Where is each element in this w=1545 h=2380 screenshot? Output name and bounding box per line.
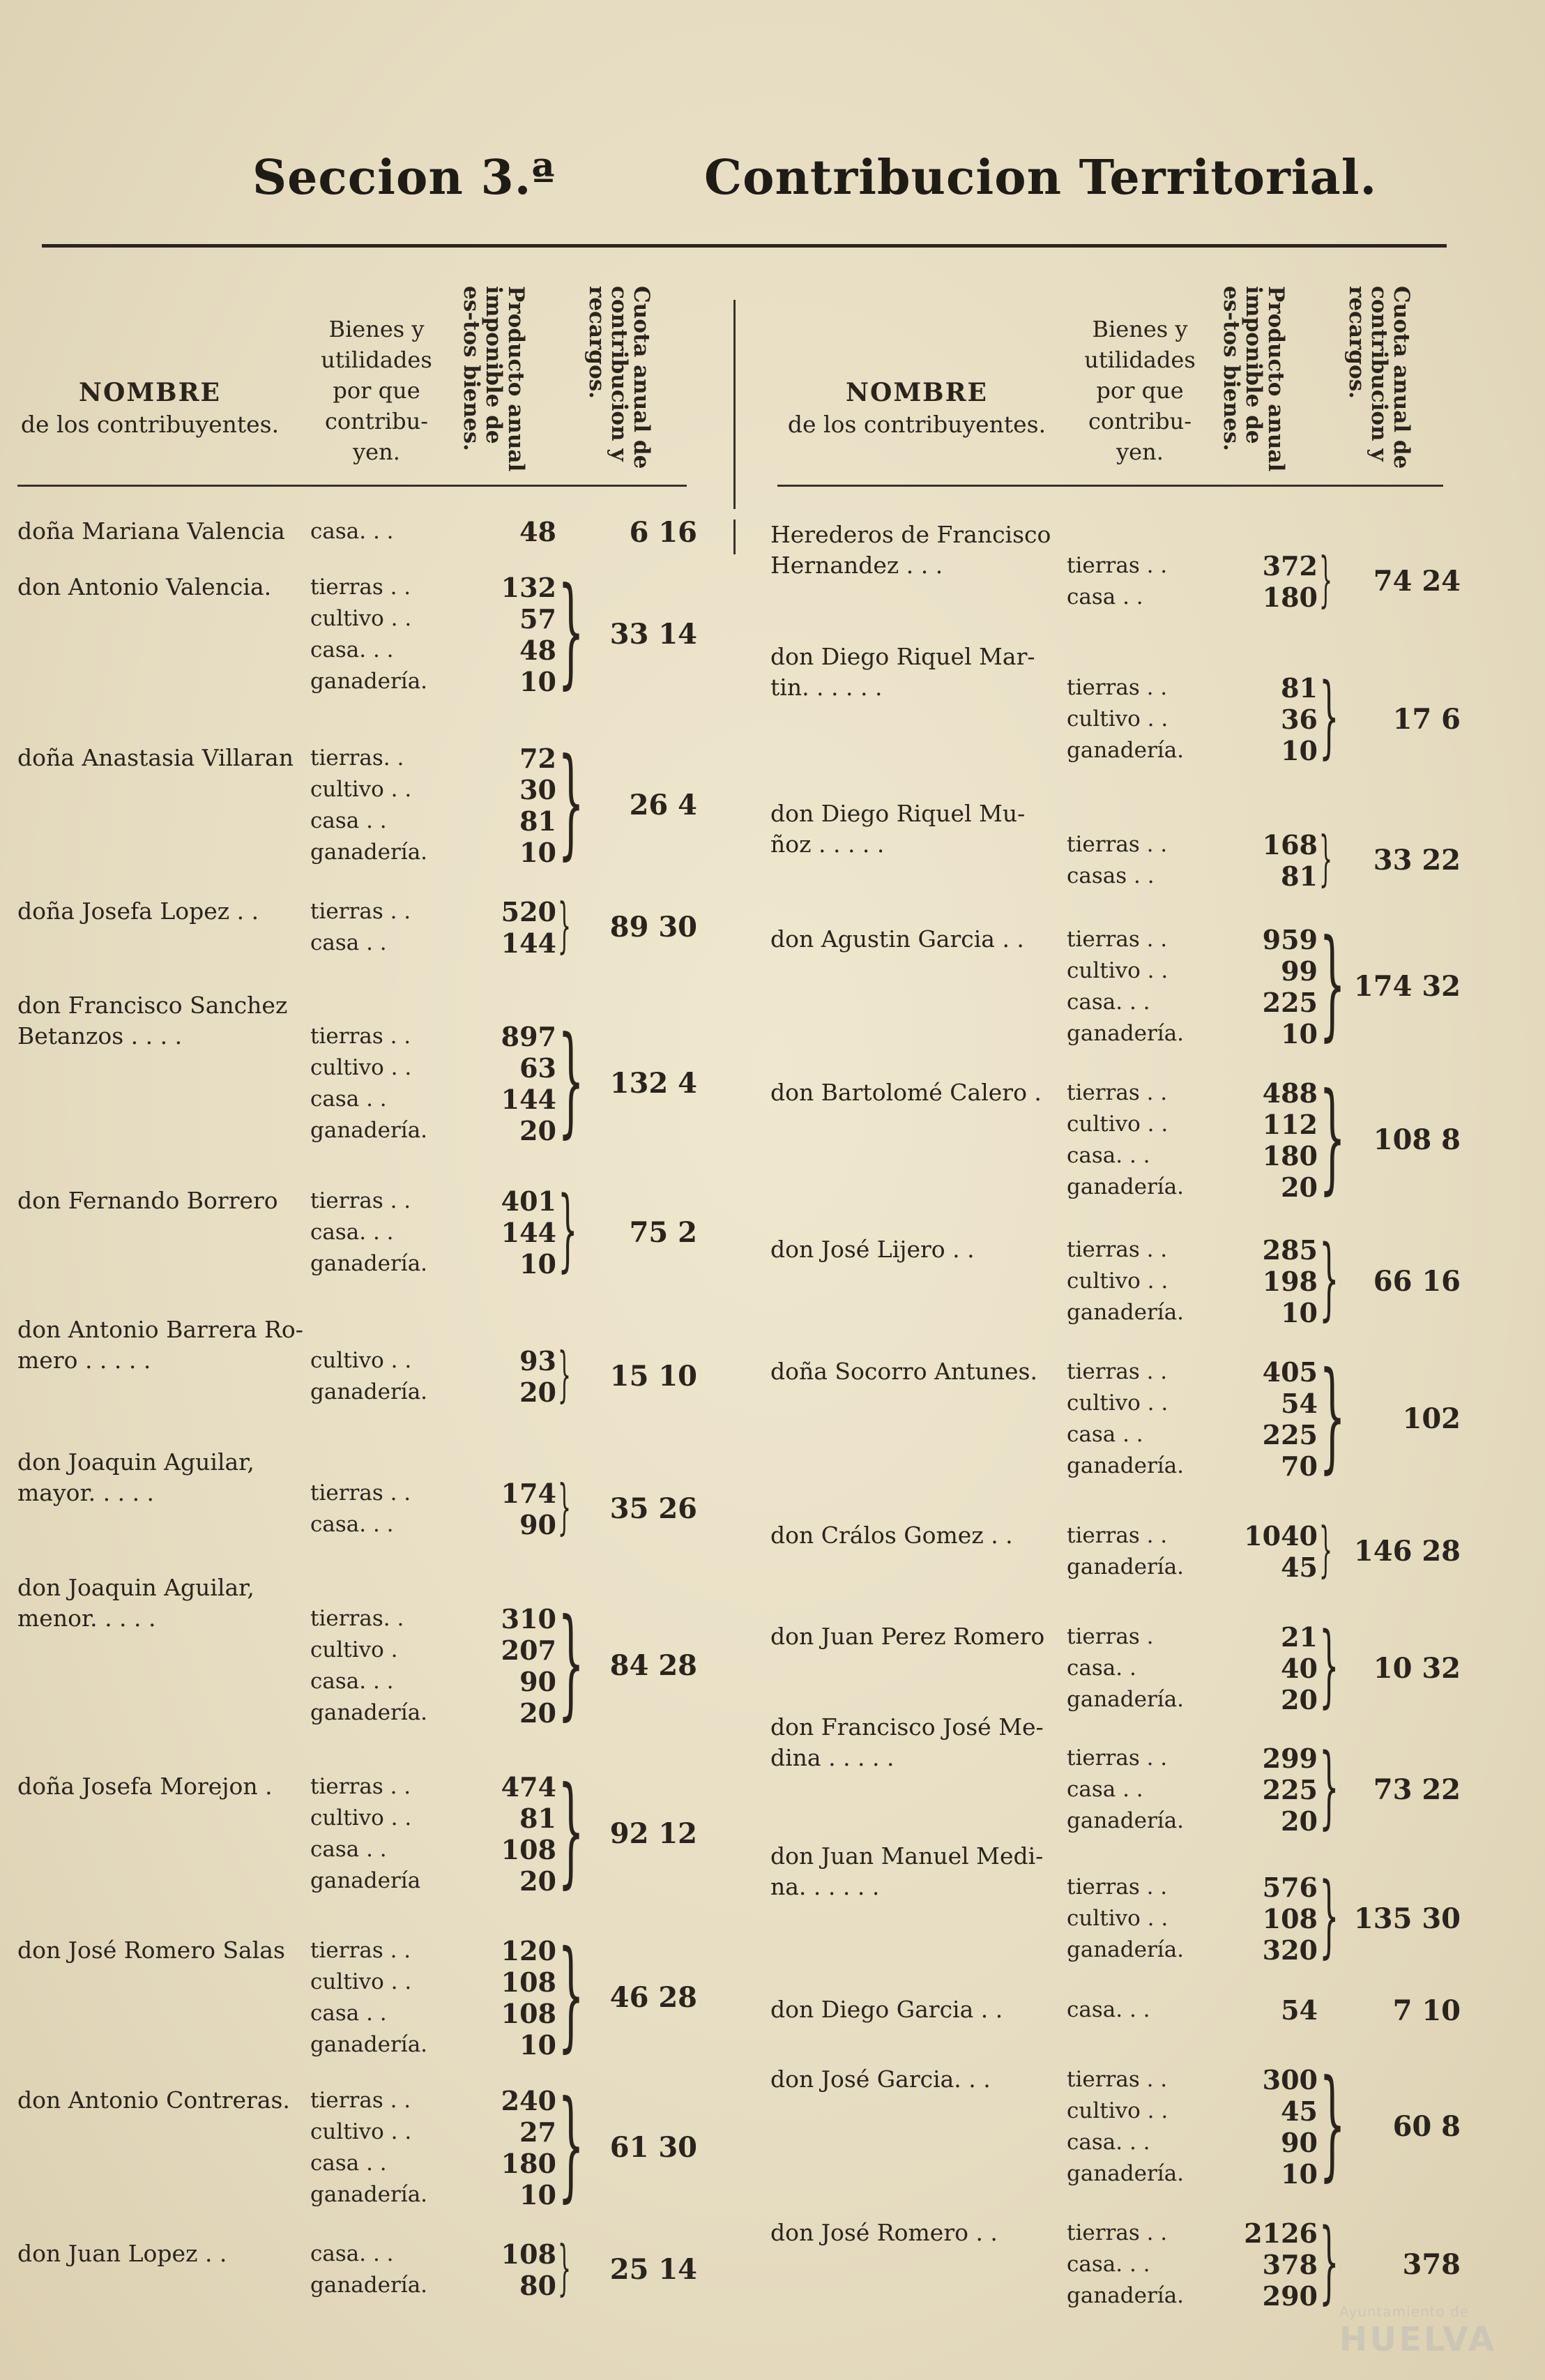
quota-value: 33 14 — [609, 618, 697, 651]
contributor-name: don Francisco José Me- dina . . . . . — [770, 1713, 1044, 1771]
goods-list: tierras . . casa . . — [1067, 553, 1168, 609]
contributor-name: don Joaquin Aguilar, mayor. . . . . — [17, 1448, 254, 1506]
left-header-name: NOMBRE de los contribuyentes. — [20, 378, 280, 438]
grouping-brace: } — [1319, 914, 1346, 1053]
right-header-goods: Bienes y utilidades por que contribu-yen. — [1084, 316, 1196, 465]
product-values: 405 54 225 70 — [1262, 1356, 1318, 1482]
grouping-brace: } — [1319, 2210, 1339, 2314]
center-divider-lower — [733, 520, 736, 554]
goods-list: tierras . . cultivo . . casa . . ganadería. — [310, 1938, 428, 2057]
contributor-name: don Antonio Barrera Ro- mero . . . . . — [17, 1316, 303, 1374]
left-header-rule — [17, 485, 687, 487]
contributor-name: don Juan Manuel Medi- na. . . . . . — [770, 1842, 1044, 1900]
grouping-brace: } — [558, 1011, 585, 1150]
quota-value: 132 4 — [609, 1067, 697, 1100]
quota-value: 17 6 — [1392, 702, 1461, 736]
quota-value: 26 4 — [629, 789, 697, 821]
contributor-name: doña Anastasia Villaran — [17, 744, 294, 771]
quota-value: 46 28 — [609, 1981, 697, 2014]
grouping-brace: } — [558, 891, 572, 960]
contributor-name: don Antonio Contreras. — [17, 2086, 290, 2114]
product-values: 240 27 180 10 — [501, 2085, 556, 2211]
goods-list: tierras . . cultivo . . casa . . ganadería. — [310, 2088, 428, 2207]
contributor-name: don José Romero Salas — [17, 1936, 285, 1964]
grouping-brace: } — [1319, 1515, 1333, 1584]
product-values: 401 144 10 — [501, 1185, 556, 1280]
goods-list: tierras . . cultivo . . ganadería. — [1067, 1874, 1185, 1962]
grouping-brace: } — [1319, 665, 1339, 768]
goods-list: tierras . . casa . . — [310, 899, 411, 955]
quota-value: 10 32 — [1373, 1651, 1461, 1685]
product-values: 959 99 225 10 — [1262, 924, 1318, 1049]
quota-value: 102 — [1402, 1402, 1461, 1435]
product-values: 72 30 81 10 — [519, 743, 556, 868]
grouping-brace: } — [1319, 1864, 1339, 1968]
product-values: 300 45 90 10 — [1262, 2064, 1318, 2190]
right-header-quota: Cuota anual de contribucion y recargos. — [1344, 286, 1414, 469]
product-values: 132 57 48 10 — [501, 572, 556, 697]
product-values: 81 36 10 — [1281, 672, 1318, 766]
product-values: 48 — [519, 516, 556, 547]
grouping-brace: } — [558, 2075, 585, 2214]
quota-value: 92 12 — [609, 1817, 697, 1850]
goods-list: tierras . casa. . ganadería. — [1067, 1624, 1185, 1712]
grouping-brace: } — [1319, 1068, 1346, 1206]
product-values: 299 225 20 — [1262, 1743, 1318, 1837]
goods-list: tierras . . cultivo . . casa . . ganadería. — [1067, 1359, 1185, 1478]
goods-list: tierras . . ganadería. — [1067, 1523, 1185, 1579]
goods-list: tierras . . cultivo . . casa. . . ganadería. — [310, 575, 428, 694]
right-header-rule — [777, 485, 1443, 487]
goods-list: tierras . . casas . . — [1067, 832, 1168, 888]
goods-list: tierras . . cultivo . . casa . . ganadería. — [310, 1024, 428, 1143]
contributor-name: don Fernando Borrero — [17, 1187, 278, 1214]
grouping-brace: } — [1319, 545, 1333, 614]
grouping-brace: } — [1319, 1347, 1346, 1485]
quota-value: 89 30 — [609, 911, 697, 943]
grouping-brace: } — [558, 1178, 578, 1282]
product-values: 897 63 144 20 — [501, 1021, 556, 1146]
quota-value: 60 8 — [1392, 2110, 1461, 2143]
contributor-name: don José Romero . . — [770, 2219, 998, 2246]
grouping-brace: } — [558, 1761, 585, 1900]
grouping-brace: } — [558, 733, 585, 872]
contributor-name: doña Josefa Morejon . — [17, 1773, 273, 1800]
contributor-name: Herederos de Francisco Hernandez . . . — [770, 521, 1051, 579]
quota-value: 66 16 — [1373, 1264, 1461, 1298]
contributor-name: doña Josefa Lopez . . — [17, 897, 259, 925]
quota-value: 378 — [1402, 2248, 1461, 2281]
product-values: 93 20 — [519, 1345, 556, 1408]
product-values: 168 81 — [1262, 829, 1318, 892]
center-divider — [733, 300, 736, 509]
goods-list: cultivo . . ganadería. — [310, 1348, 428, 1404]
section-title: Seccion 3.ª — [252, 150, 556, 206]
goods-list: casa. . . — [310, 519, 394, 544]
product-values: 285 198 10 — [1262, 1234, 1318, 1328]
product-values: 1040 45 — [1244, 1520, 1318, 1583]
contributor-name: don Diego Riquel Mu- ñoz . . . . . — [770, 800, 1026, 858]
product-values: 310 207 90 20 — [501, 1603, 556, 1729]
goods-list: tierras. . cultivo . . casa . . ganadería. — [310, 745, 428, 865]
quota-value: 25 14 — [609, 2253, 697, 2286]
grouping-brace: } — [558, 1593, 585, 1732]
contributor-name: doña Socorro Antunes. — [770, 1358, 1037, 1385]
quota-value: 15 10 — [609, 1360, 697, 1393]
grouping-brace: } — [1319, 2054, 1346, 2193]
contributor-name: don Juan Perez Romero — [770, 1623, 1045, 1650]
quota-value: 73 22 — [1373, 1773, 1461, 1806]
grouping-brace: } — [1319, 824, 1333, 893]
product-values: 474 81 108 20 — [501, 1771, 556, 1897]
quota-value: 7 10 — [1392, 1994, 1461, 2027]
contributor-name: don Francisco Sanchez Betanzos . . . . — [17, 992, 288, 1049]
grouping-brace: } — [558, 1340, 572, 1409]
contributor-name: don Diego Garcia . . — [770, 1996, 1003, 2023]
quota-value: 174 32 — [1353, 970, 1461, 1003]
goods-list: tierras . . casa. . . — [310, 1480, 411, 1537]
contributor-name: don Crálos Gomez . . — [770, 1522, 1013, 1549]
goods-list: tierras . . cultivo . . casa. . . ganadería. — [1067, 927, 1185, 1046]
goods-list: tierras . . cultivo . . casa. . . ganadería. — [1067, 2067, 1185, 2186]
left-header-product: Producto anual imponible de es-tos bienes. — [459, 286, 528, 472]
archive-stamp: Ayuntamiento de HUELVA — [1339, 2303, 1496, 2359]
goods-list: tierras . . casa . . ganadería. — [1067, 1745, 1185, 1833]
grouping-brace: } — [558, 2234, 572, 2303]
product-values: 372 180 — [1262, 550, 1318, 613]
goods-list: tierras . . casa. . . ganadería. — [1067, 2220, 1185, 2308]
product-values: 108 80 — [501, 2238, 556, 2301]
product-values: 120 108 108 10 — [501, 1935, 556, 2061]
grouping-brace: } — [1319, 1614, 1339, 1718]
right-header-name: NOMBRE de los contribuyentes. — [787, 378, 1047, 438]
contributor-name: don Joaquin Aguilar, menor. . . . . — [17, 1574, 254, 1632]
contributor-name: don Juan Lopez . . — [17, 2240, 227, 2267]
goods-list: casa. . . — [1067, 1997, 1150, 2022]
product-values: 21 40 20 — [1281, 1621, 1318, 1715]
grouping-brace: } — [1319, 1227, 1339, 1331]
goods-list: tierras . . casa. . . ganadería. — [310, 1188, 428, 1276]
grouping-brace: } — [558, 1925, 585, 2064]
left-header-quota: Cuota anual de contribucion y recargos. — [584, 286, 654, 469]
contributor-name: don Antonio Valencia. — [17, 573, 272, 600]
quota-value: 6 16 — [629, 516, 697, 549]
product-values: 520 144 — [501, 896, 556, 959]
quota-value: 35 26 — [609, 1492, 697, 1525]
grouping-brace: } — [558, 1473, 572, 1542]
grouping-brace: } — [1319, 1735, 1339, 1839]
right-header-product: Producto anual imponible de es-tos bienes. — [1219, 286, 1288, 472]
goods-list: casa. . . ganadería. — [310, 2241, 428, 2298]
goods-list: tierras . . cultivo . . ganadería. — [1067, 1237, 1185, 1325]
top-rule — [42, 244, 1447, 248]
product-values: 54 — [1281, 1994, 1318, 2026]
product-values: 2126 378 290 — [1244, 2218, 1318, 2312]
product-values: 576 108 320 — [1262, 1872, 1318, 1966]
goods-list: tierras . . cultivo . . ganadería. — [1067, 675, 1185, 763]
product-values: 174 90 — [501, 1478, 556, 1540]
contributor-name: don Bartolomé Calero . — [770, 1079, 1042, 1106]
quota-value: 84 28 — [609, 1649, 697, 1682]
page-title: Contribucion Territorial. — [704, 150, 1378, 206]
left-header-goods: Bienes y utilidades por que contribu-yen. — [321, 316, 432, 465]
quota-value: 33 22 — [1373, 844, 1461, 877]
quota-value: 135 30 — [1353, 1902, 1461, 1935]
goods-list: tierras . . cultivo . . casa . . ganadería — [310, 1774, 421, 1893]
quota-value: 146 28 — [1353, 1535, 1461, 1568]
quota-value: 108 8 — [1373, 1123, 1461, 1156]
quota-value: 61 30 — [609, 2131, 697, 2164]
contributor-name: don Agustin Garcia . . — [770, 925, 1024, 953]
product-values: 488 112 180 20 — [1262, 1077, 1318, 1203]
contributor-name: doña Mariana Valencia — [17, 517, 285, 545]
contributor-name: don José Garcia. . . — [770, 2066, 991, 2093]
quota-value: 75 2 — [629, 1215, 697, 1249]
goods-list: tierras. . cultivo . casa. . . ganadería. — [310, 1606, 428, 1725]
quota-value: 74 24 — [1373, 565, 1461, 598]
goods-list: tierras . . cultivo . . casa. . . ganadería. — [1067, 1080, 1185, 1199]
contributor-name: don José Lijero . . — [770, 1236, 975, 1263]
grouping-brace: } — [558, 562, 585, 701]
contributor-name: don Diego Riquel Mar- tin. . . . . . — [770, 643, 1035, 701]
